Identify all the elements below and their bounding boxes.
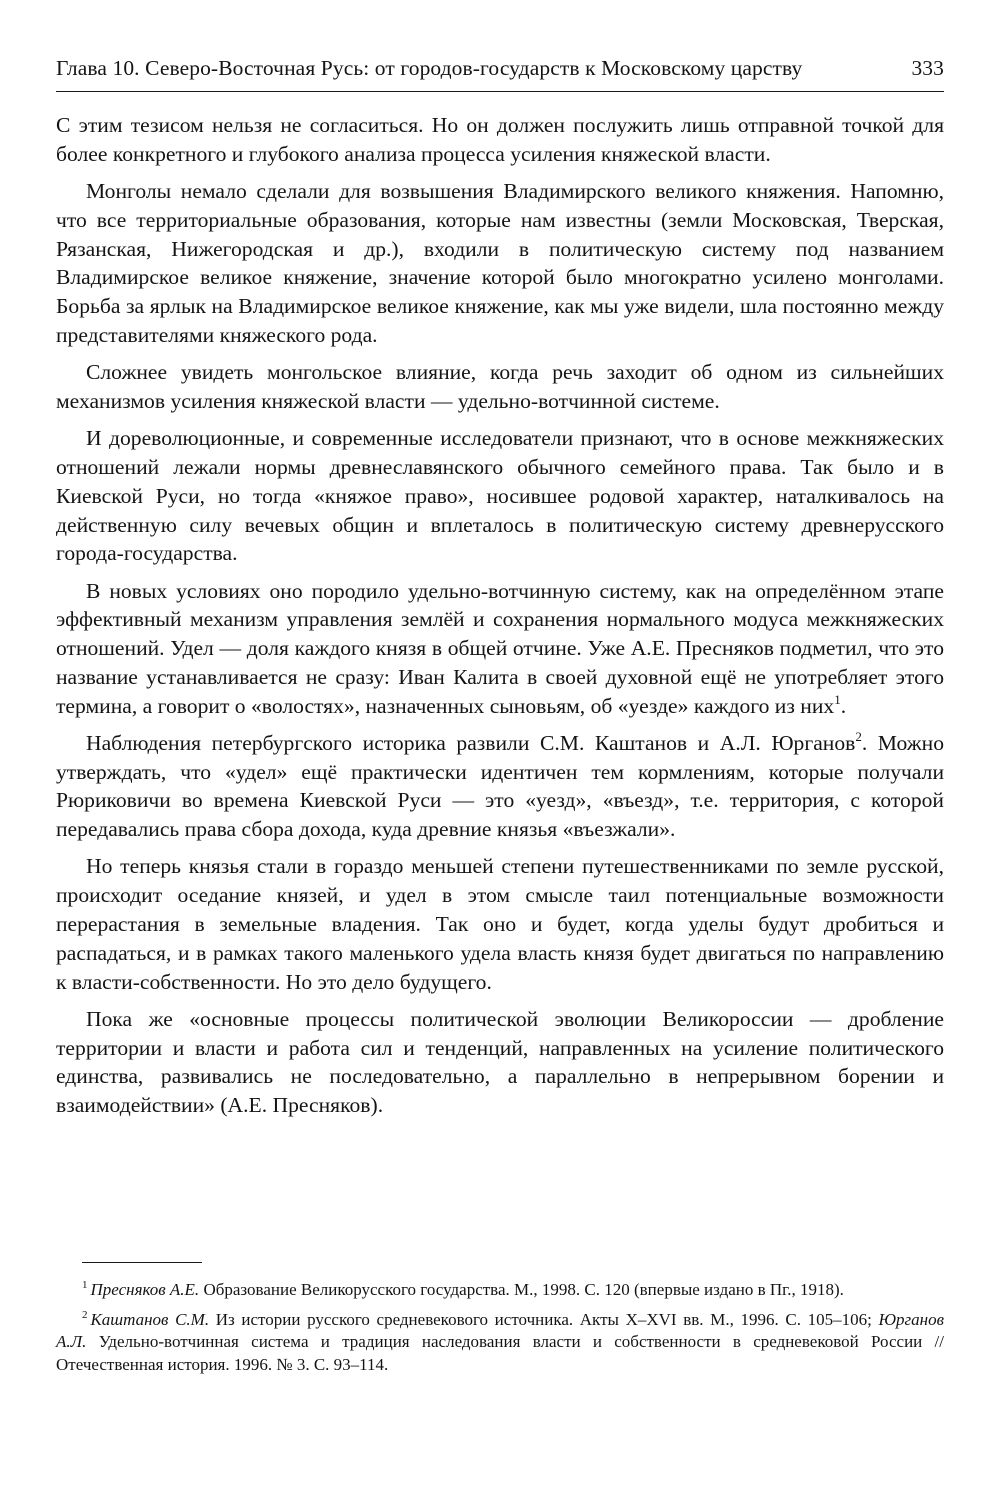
- header-divider: [56, 91, 944, 92]
- paragraph: Пока же «основные процессы политической эволюции Великороссии — дробление территории и власти и работа сил и тенденций, направленных на усиление политического единства, развивались не последовательно, а параллельно в непрерывном борении и взаимодействии» (А.Е. Пресняков).: [56, 1006, 944, 1118]
- footnotes: [56, 1279, 944, 1383]
- footnote-mark: 1: [82, 1279, 88, 1292]
- page-number: 333: [911, 56, 944, 80]
- footnote-author: Пресняков А.Е.: [90, 1280, 200, 1299]
- chapter-title: Глава 10. Северо-Восточная Русь: от городов-государств к Московскому царству: [56, 56, 803, 80]
- footnote-text: Удельно-вотчинная система и традиция наследования власти и собственности в средневековой России // Отечественная история. 1996. № 3. С. 93–114.: [56, 1332, 944, 1374]
- book-page: [56, 0, 944, 1487]
- paragraph: Монголы немало сделали для возвышения Владимирского великого княжения. Напомню, что все территориальные образования, которые нам известны (земли Московская, Тверская, Рязанская, Нижегородская и др.), входили в политическую систему под названием Владимирское великое княжение, значение которой было многократно усилено монголами. Борьба за ярлык на Владимирское великое княжение, как мы уже видели, шла постоянно между представителями княжеского рода.: [56, 178, 944, 347]
- footnote: [56, 1309, 944, 1377]
- footnote-ref[interactable]: 1: [834, 691, 841, 707]
- footnote-divider: [82, 1262, 202, 1263]
- paragraph: Но теперь князья стали в гораздо меньшей степени путешественниками по земле русской, происходит оседание князей, и удел в этом смысле таил потенциальные возможности перерастания в земельные владения. Так оно и будет, когда уделы будут дробиться и распадаться, и в рамках такого маленького удела власть князя будет двигаться по направлению к власти-собственности. Но это дело будущего.: [56, 854, 944, 994]
- paragraph: [56, 729, 944, 844]
- running-header: [56, 56, 944, 81]
- paragraph-text: Наблюдения петербургского историка развили С.М. Каштанов и А.Л. Юрганов: [86, 730, 856, 755]
- paragraph-text-tail: .: [840, 693, 847, 718]
- paragraph: И дореволюционные, и современные исследователи признают, что в основе межкняжеских отношений лежали нормы древнеславянского обычного семейного права. Так было и в Киевской Руси, но тогда «княжое право», носившее родовой характер, наталкивалось на действенную силу вечевых общин и вплеталось в политическую систему древнерусского города-государства.: [56, 426, 944, 566]
- footnote-text: Из истории русского средневекового источника. Акты X–XVI вв. М., 1996. С. 105–106;: [209, 1309, 879, 1329]
- footnote-author: Юрганов А.Л.: [56, 1309, 944, 1352]
- footnote: [56, 1279, 944, 1302]
- paragraph-text: В новых условиях оно породило удельно-вотчинную систему, как на определённом этапе эффективный механизм управления землёй и сохранения нормального модуса межкняжеских отношений. Удел — доля каждого князя в общей отчине. Уже А.Е. Пресняков подметил, что это название устанавливается не сразу: Иван Калита в своей духовной ещё не употребляет этого термина, а говорит о «волостях», назначенных сыновьям, об «уезде» каждого из них: [56, 578, 944, 718]
- footnote-author: Каштанов С.М.: [90, 1309, 210, 1329]
- paragraph: [56, 577, 944, 721]
- paragraph: Сложнее увидеть монгольское влияние, когда речь заходит об одном из сильнейших механизмов усиления княжеской власти — удельно-вотчинной системе.: [56, 360, 944, 413]
- footnote-mark: 2: [82, 1308, 88, 1321]
- paragraph-text-tail: . Можно утверждать, что «удел» ещё практически идентичен тем кормлениям, которые получали Рюриковичи во времена Киевской Руси — это «уезд», «въезд», т.е. территория, с которой передавались права сбора дохода, куда древние князья «въезжали».: [56, 730, 944, 842]
- paragraph: С этим тезисом нельзя не согласиться. Но он должен послужить лишь отправной точкой для более конкретного и глубокого анализа процесса усиления княжеской власти.: [56, 113, 944, 166]
- footnote-text: Образование Великорусского государства. М., 1998. С. 120 (впервые издано в Пг., 1918).: [199, 1280, 844, 1299]
- main-text: [56, 111, 944, 1128]
- footnote-ref[interactable]: 2: [855, 728, 862, 744]
